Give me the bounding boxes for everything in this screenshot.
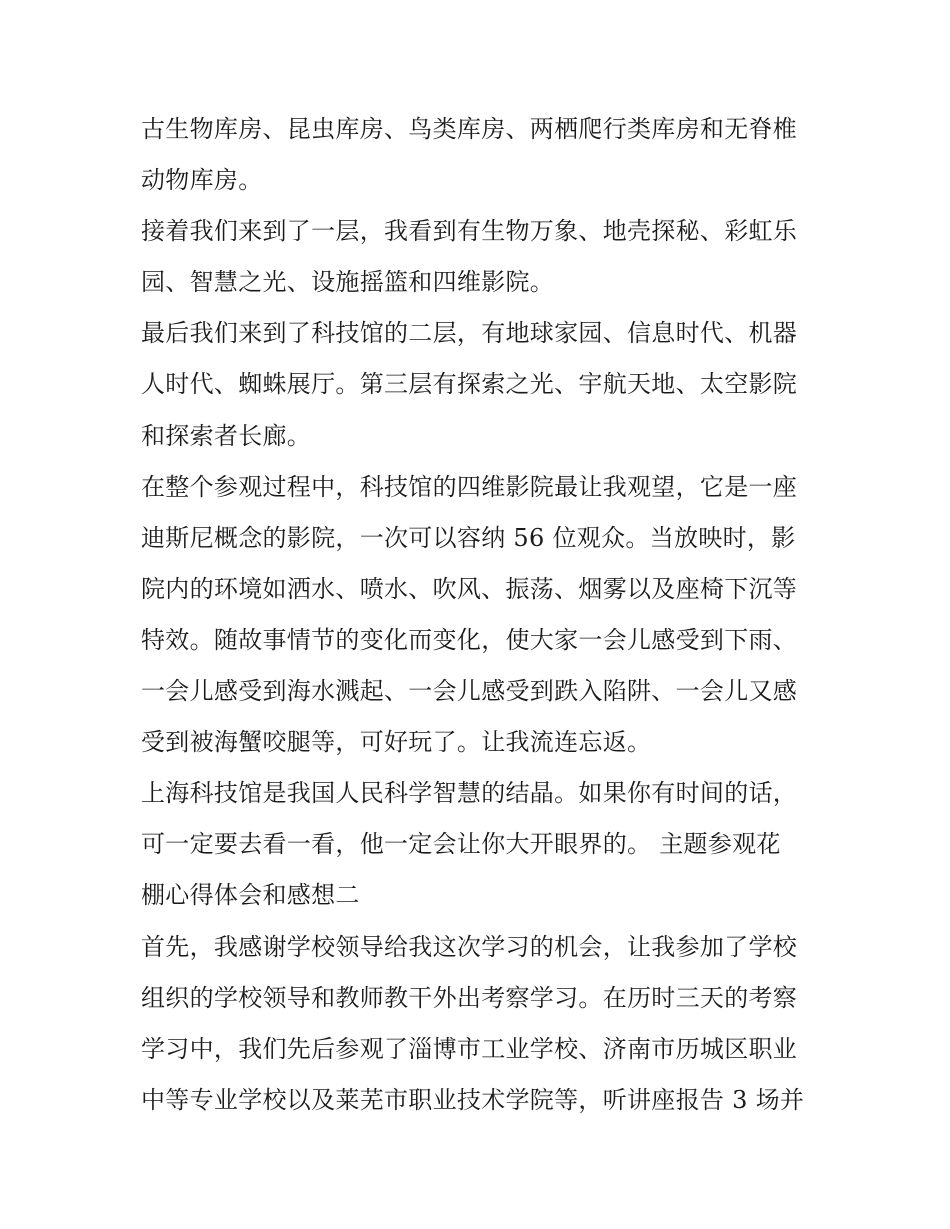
text-line: 首先，我感谢学校领导给我这次学习的机会，让我参加了学校 (141, 932, 798, 961)
text-line: 在整个参观过程中，科技馆的四维影院最让我观望，它是一座 (141, 472, 798, 501)
text-line: 古生物库房、昆虫库房、鸟类库房、两栖爬行类库房和无脊椎 (141, 115, 798, 143)
text-line: 人时代、蜘蛛展厅。第三层有探索之光、宇航天地、太空影院 (141, 370, 798, 399)
text-line: 院内的环境如洒水、喷水、吹风、振荡、烟雾以及座椅下沉等 (141, 574, 798, 603)
text-line: 最后我们来到了科技馆的二层，有地球家园、信息时代、机器 (141, 319, 798, 348)
text-line: 一会儿感受到海水溅起、一会儿感受到跌入陷阱、一会儿又感 (141, 677, 798, 706)
text-line: 受到被海蟹咬腿等，可好玩了。让我流连忘返。 (141, 728, 652, 757)
text-line: 迪斯尼概念的影院，一次可以容纳 56 位观众。当放映时，影 (141, 523, 796, 552)
text-line: 特效。随故事情节的变化而变化，使大家一会儿感受到下雨、 (141, 625, 798, 654)
text-line: 可一定要去看一看，他一定会让你大开眼界的。 主题参观花 (141, 830, 781, 859)
text-line: 棚心得体会和感想二 (141, 881, 360, 910)
document-body-text (141, 104, 813, 1126)
text-line: 动物库房。 (141, 166, 263, 195)
text-line: 园、智慧之光、设施摇篮和四维影院。 (141, 268, 555, 297)
text-line: 组织的学校领导和教师教干外出考察学习。在历时三天的考察 (141, 983, 798, 1012)
text-line: 中等专业学校以及莱芜市职业技术学院等，听讲座报告 3 场并 (141, 1085, 805, 1114)
text-line: 上海科技馆是我国人民科学智慧的结晶。如果你有时间的话， (141, 779, 798, 808)
text-line: 和探索者长廊。 (141, 421, 312, 450)
text-line: 学习中，我们先后参观了淄博市工业学校、济南市历城区职业 (141, 1034, 798, 1063)
text-line: 接着我们来到了一层，我看到有生物万象、地壳探秘、彩虹乐 (141, 217, 798, 246)
